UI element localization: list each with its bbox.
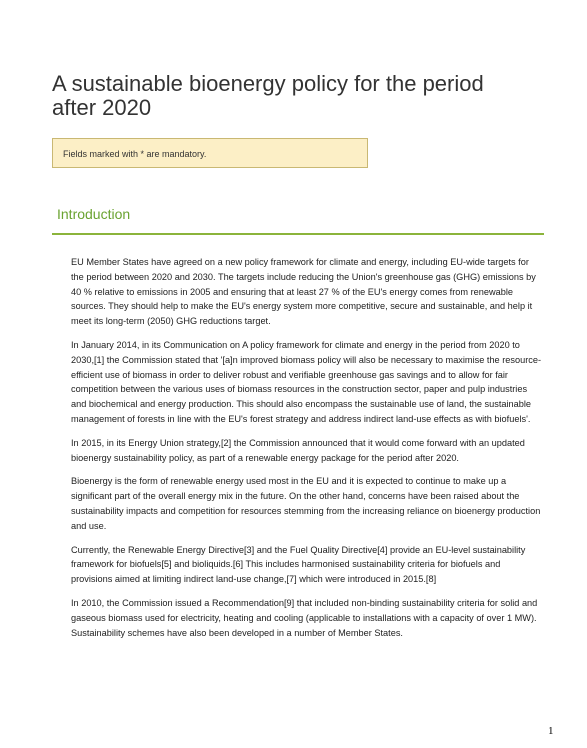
page-title: A sustainable bioenergy policy for the period after 2020	[52, 71, 484, 120]
paragraph-current-directives: Currently, the Renewable Energy Directive[3] and the Fuel Quality Directive[4] provide an EU-level sustainability framework for biofuels[5] and bioliquids.[6] This includes harmonised sustainability criteria for biofuels and provisions aimed at limiting indirect land-use change,[7] which were introduced in 2015.[8]	[71, 544, 526, 585]
paragraph-recommendation-2010: In 2010, the Commission issued a Recommendation[9] that included non-binding sustainability criteria for solid and gaseous biomass used for electricity, heating and cooling (applicable to installations with a capacity of over 1 MW). Sustainability schemes have also been developed in a number of Member States.	[71, 597, 538, 638]
paragraph-energy-union: In 2015, in its Energy Union strategy,[2] the Commission announced that it would come forward with an updated bioenergy sustainability policy, as part of a renewable energy package for the period after 2020.	[71, 437, 525, 463]
section-heading-introduction: Introduction	[57, 206, 131, 222]
section-divider	[52, 233, 544, 235]
paragraph-bioenergy-concerns: Bioenergy is the form of renewable energy used most in the EU and it is expected to continue to make up a significant part of the overall energy mix in the future. On the other hand, concerns have been raised about the sustainability impacts and competition for resources stemming from the increasing reliance on bioenergy production and use.	[71, 476, 541, 531]
paragraph-policy-framework: EU Member States have agreed on a new policy framework for climate and energy, including EU-wide targets for the period between 2020 and 2030. The targets include reducing the Union's greenhouse gas (GHG) emissions by 40 % relative to emissions in 2005 and ensuring that at least 27 % of the EU's energy comes from renewable sources. They should help to make the EU's energy system more competitive, secure and sustainable, and help it meet its long-term (2050) GHG reductions target.	[71, 257, 536, 327]
paragraph-communication-2014: In January 2014, in its Communication on A policy framework for climate and energy in the period from 2020 to 2030,[1] the Commission stated that '[a]n improved biomass policy will also be necessary to maximise the resource-efficient use of biomass in order to deliver robust and verifiable greenhouse gas savings and to allow for fair competition between the various uses of biomass resources in the construction sector, paper and pulp industries and biochemical and energy production. This should also encompass the sustainable use of land, the sustainable management of forests in line with the EU's forest strategy and address indirect land-use effects as with biofuels'.	[71, 339, 542, 424]
mandatory-fields-notice: Fields marked with * are mandatory.	[52, 138, 368, 168]
page-number: 1	[548, 725, 554, 737]
introduction-body	[71, 255, 543, 649]
